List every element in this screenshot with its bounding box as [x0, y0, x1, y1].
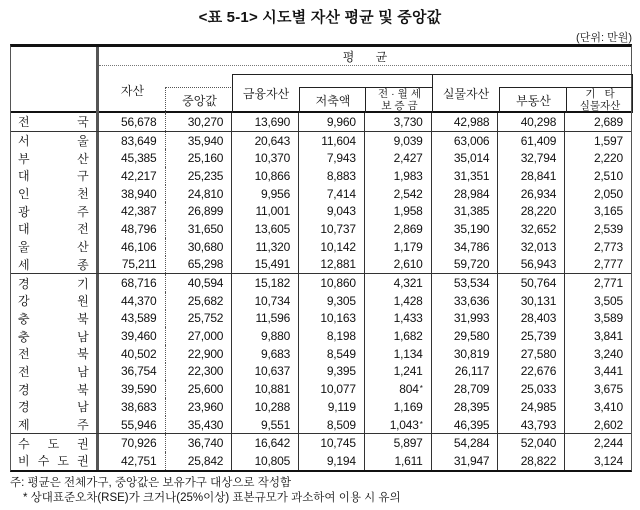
region-label: 전 남 — [11, 363, 99, 381]
header-rent-deposit-line1: 전·월세 — [378, 88, 424, 100]
region-label: 서 울 — [11, 132, 99, 150]
value-cell: 39,590 — [99, 380, 166, 398]
value-cell: 3,675 — [593, 382, 623, 397]
value-cell: 20,643 — [232, 132, 299, 150]
region-label: 강 원 — [11, 292, 99, 310]
region-label: 대 구 — [11, 167, 99, 185]
value-cell: 31,947 — [432, 452, 499, 470]
value-cell: 15,182 — [232, 274, 299, 292]
table-title: <표 5-1> 시도별 자산 평균 및 중앙값 — [198, 9, 442, 26]
footnotes — [10, 476, 401, 506]
value-cell: 28,822 — [498, 452, 565, 470]
header-rent-deposit-line2: 보 증 금 — [381, 99, 418, 112]
value-cell: 39,460 — [99, 327, 166, 345]
value-cell: 22,900 — [166, 345, 233, 363]
value-cell: 40,594 — [166, 274, 233, 292]
value-cell: 28,984 — [432, 185, 499, 203]
value-cell: 11,596 — [232, 310, 299, 328]
header-savings: 저축액 — [299, 87, 366, 113]
value-cell: 26,934 — [498, 185, 565, 203]
value-cell: 54,284 — [432, 434, 499, 452]
value-cell: 16,642 — [232, 434, 299, 452]
value-cell: 42,217 — [99, 167, 166, 185]
value-cell: 804 * — [365, 380, 432, 398]
value-cell: 24,985 — [498, 398, 565, 416]
value-cell: 3,841 — [593, 329, 623, 344]
value-cell: 1,428 — [365, 292, 432, 310]
value-cell: 31,351 — [432, 167, 499, 185]
value-cell: 83,649 — [99, 132, 166, 150]
value-cell: 30,680 — [166, 238, 233, 256]
value-cell: 40,502 — [99, 345, 166, 363]
region-label: 전 북 — [11, 345, 99, 363]
value-cell: 1,433 — [365, 310, 432, 328]
value-cell: 25,600 — [166, 380, 233, 398]
value-cell: 10,866 — [232, 167, 299, 185]
value-cell: 10,637 — [232, 363, 299, 381]
value-cell: 7,414 — [299, 185, 365, 203]
value-cell: 9,880 — [232, 327, 299, 345]
table-section — [11, 131, 631, 274]
value-cell: 30,131 — [498, 292, 565, 310]
value-cell: 9,551 — [232, 416, 299, 434]
region-label: 경 기 — [11, 274, 99, 292]
value-cell: 4,321 — [365, 274, 432, 292]
region-label: 경 북 — [11, 380, 99, 398]
value-cell: 35,190 — [432, 220, 499, 238]
statistics-table — [10, 44, 632, 472]
value-cell: 31,993 — [432, 310, 499, 328]
value-cell: 10,734 — [232, 292, 299, 310]
value-cell: 30,270 — [166, 113, 233, 131]
value-cell: 38,940 — [99, 185, 166, 203]
value-cell: 10,142 — [299, 238, 365, 256]
value-cell: 1,682 — [365, 327, 432, 345]
region-label: 인 천 — [11, 185, 99, 203]
table-row — [11, 132, 631, 150]
value-cell: 10,745 — [299, 434, 365, 452]
table-row — [11, 398, 631, 416]
region-label: 비 수 도 권 — [11, 452, 99, 470]
header-real-assets: 실물자산 — [442, 87, 490, 101]
value-cell: 75,211 — [99, 256, 166, 274]
header-asset: 자산 — [120, 83, 145, 98]
value-cell: 35,940 — [166, 132, 233, 150]
value-cell: 7,943 — [299, 149, 365, 167]
value-cell: 59,720 — [432, 256, 499, 274]
footnote-2: * 상대표준오차(RSE)가 크거나(25%이상) 표본규모가 과소하여 이용 시 유의 — [23, 492, 401, 504]
value-cell: 3,124 — [593, 453, 623, 468]
value-cell: 3,410 — [593, 399, 623, 414]
value-cell: 11,604 — [299, 132, 365, 150]
value-cell: 15,491 — [232, 256, 299, 274]
value-cell: 1,983 — [365, 167, 432, 185]
value-cell: 9,119 — [299, 398, 365, 416]
value-cell: 2,869 — [365, 220, 432, 238]
table-row — [11, 274, 631, 292]
table-row — [11, 452, 631, 470]
region-label: 부 산 — [11, 149, 99, 167]
value-cell: 13,690 — [232, 113, 299, 131]
table-section — [11, 113, 631, 131]
value-cell: 46,106 — [99, 238, 166, 256]
value-cell: 2,220 — [593, 151, 623, 166]
value-cell: 50,764 — [498, 274, 565, 292]
value-cell: 2,773 — [593, 239, 623, 254]
value-cell: 40,298 — [498, 113, 565, 131]
footnote-1: 주: 평균은 전체가구, 중앙값은 보유가구 대상으로 작성함 — [10, 477, 292, 489]
value-cell: 9,039 — [365, 132, 432, 150]
value-cell: 8,198 — [299, 327, 365, 345]
table-row — [11, 434, 631, 452]
value-cell: 2,602 — [593, 417, 623, 432]
table-row — [11, 363, 631, 381]
value-cell: 61,409 — [498, 132, 565, 150]
table-section — [11, 433, 631, 469]
table-row — [11, 310, 631, 328]
value-cell: 35,430 — [166, 416, 233, 434]
value-cell: 43,589 — [99, 310, 166, 328]
value-cell: 33,636 — [432, 292, 499, 310]
value-cell: 9,956 — [232, 185, 299, 203]
value-cell: 25,033 — [498, 380, 565, 398]
value-cell: 28,220 — [498, 202, 565, 220]
header-average-span: 평 균 — [99, 47, 631, 66]
header-real-estate: 부동산 — [499, 87, 567, 113]
value-cell: 2,539 — [593, 221, 623, 236]
value-cell: 9,960 — [299, 113, 365, 131]
region-label: 수 도 권 — [11, 434, 99, 452]
region-label: 광 주 — [11, 202, 99, 220]
value-cell: 10,805 — [232, 452, 299, 470]
table-row — [11, 167, 631, 185]
table-row — [11, 149, 631, 167]
table-row — [11, 416, 631, 434]
header-financial-assets: 금융자산 — [242, 87, 290, 101]
region-label: 충 남 — [11, 327, 99, 345]
value-cell: 28,709 — [432, 380, 499, 398]
value-cell: 25,739 — [498, 327, 565, 345]
value-cell: 3,730 — [365, 113, 432, 131]
header-other-line1: 기 타 — [585, 88, 618, 100]
value-cell: 32,013 — [498, 238, 565, 256]
value-cell: 2,689 — [593, 114, 623, 129]
value-cell: 10,288 — [232, 398, 299, 416]
table-row — [11, 380, 631, 398]
value-cell: 8,549 — [299, 345, 365, 363]
value-cell: 45,385 — [99, 149, 166, 167]
value-cell: 52,040 — [498, 434, 565, 452]
value-cell: 8,509 — [299, 416, 365, 434]
value-cell: 43,793 — [498, 416, 565, 434]
header-rent-deposit — [365, 87, 433, 113]
value-cell: 25,160 — [166, 149, 233, 167]
value-cell: 9,395 — [299, 363, 365, 381]
unit-note: (단위: 만원) — [576, 32, 632, 44]
table-row — [11, 220, 631, 238]
table-row — [11, 202, 631, 220]
value-cell: 35,014 — [432, 149, 499, 167]
value-cell: 10,370 — [232, 149, 299, 167]
value-cell: 38,683 — [99, 398, 166, 416]
value-cell: 65,298 — [166, 256, 233, 274]
value-cell: 2,427 — [365, 149, 432, 167]
value-cell: 28,841 — [498, 167, 565, 185]
value-cell: 42,387 — [99, 202, 166, 220]
value-cell: 2,777 — [593, 257, 623, 272]
value-cell: 2,244 — [593, 436, 623, 451]
value-cell: 63,006 — [432, 132, 499, 150]
value-cell: 32,794 — [498, 149, 565, 167]
value-cell: 31,385 — [432, 202, 499, 220]
value-cell: 1,611 — [365, 452, 432, 470]
value-cell: 42,988 — [432, 113, 499, 131]
value-cell: 2,771 — [593, 276, 623, 291]
value-cell: 1,169 — [365, 398, 432, 416]
value-cell: 10,163 — [299, 310, 365, 328]
table-body — [11, 113, 631, 470]
value-cell: 36,740 — [166, 434, 233, 452]
value-cell: 56,943 — [498, 256, 565, 274]
value-cell: 1,958 — [365, 202, 432, 220]
value-cell: 24,810 — [166, 185, 233, 203]
value-cell: 22,300 — [166, 363, 233, 381]
value-cell: 3,240 — [593, 346, 623, 361]
value-cell: 8,883 — [299, 167, 365, 185]
value-cell: 26,117 — [432, 363, 499, 381]
value-cell: 32,652 — [498, 220, 565, 238]
region-label: 울 산 — [11, 238, 99, 256]
region-label: 전 국 — [11, 113, 99, 131]
value-cell: 3,589 — [593, 311, 623, 326]
value-cell: 10,737 — [299, 220, 365, 238]
value-cell: 2,510 — [593, 168, 623, 183]
value-cell: 68,716 — [99, 274, 166, 292]
table-header — [11, 47, 631, 113]
header-other-line2: 실물자산 — [579, 99, 621, 112]
value-cell: 23,960 — [166, 398, 233, 416]
table-section — [11, 273, 631, 433]
table-row — [11, 327, 631, 345]
value-cell: 1,179 — [365, 238, 432, 256]
value-cell: 48,796 — [99, 220, 166, 238]
table-row — [11, 113, 631, 131]
value-cell: 1,597 — [593, 133, 623, 148]
value-cell: 1,241 — [365, 363, 432, 381]
region-label: 충 북 — [11, 310, 99, 328]
value-cell: 53,534 — [432, 274, 499, 292]
value-cell: 30,819 — [432, 345, 499, 363]
value-cell: 12,881 — [299, 256, 365, 274]
value-cell: 28,395 — [432, 398, 499, 416]
table-row — [11, 292, 631, 310]
region-label: 세 종 — [11, 256, 99, 274]
value-cell: 9,194 — [299, 452, 365, 470]
value-cell: 1,134 — [365, 345, 432, 363]
value-cell: 55,946 — [99, 416, 166, 434]
value-cell: 25,752 — [166, 310, 233, 328]
value-cell: 44,370 — [99, 292, 166, 310]
value-cell: 11,001 — [232, 202, 299, 220]
value-cell: 2,610 — [365, 256, 432, 274]
region-label: 경 남 — [11, 398, 99, 416]
value-cell: 10,860 — [299, 274, 365, 292]
value-cell: 26,899 — [166, 202, 233, 220]
value-cell: 46,395 — [432, 416, 499, 434]
table-row — [11, 256, 631, 274]
value-cell: 27,000 — [166, 327, 233, 345]
value-cell: 27,580 — [498, 345, 565, 363]
value-cell: 70,926 — [99, 434, 166, 452]
value-cell: 3,505 — [593, 293, 623, 308]
table-row — [11, 185, 631, 203]
value-cell: 34,786 — [432, 238, 499, 256]
value-cell: 13,605 — [232, 220, 299, 238]
value-cell: 1,043 * — [365, 416, 432, 434]
value-cell: 25,842 — [166, 452, 233, 470]
value-cell: 11,320 — [232, 238, 299, 256]
value-cell: 3,165 — [593, 204, 623, 219]
region-label: 제 주 — [11, 416, 99, 434]
value-cell: 9,043 — [299, 202, 365, 220]
region-label: 대 전 — [11, 220, 99, 238]
table-row — [11, 238, 631, 256]
value-cell: 10,077 — [299, 380, 365, 398]
value-cell: 28,403 — [498, 310, 565, 328]
value-cell: 9,683 — [232, 345, 299, 363]
header-other-real-assets — [566, 87, 633, 113]
value-cell: 42,751 — [99, 452, 166, 470]
value-cell: 56,678 — [99, 113, 166, 131]
value-cell: 22,676 — [498, 363, 565, 381]
value-cell: 5,897 — [365, 434, 432, 452]
value-cell: 31,650 — [166, 220, 233, 238]
value-cell: 2,050 — [593, 186, 623, 201]
value-cell: 3,441 — [593, 364, 623, 379]
header-median: 중앙값 — [165, 87, 233, 113]
value-cell: 9,305 — [299, 292, 365, 310]
value-cell: 10,881 — [232, 380, 299, 398]
value-cell: 29,580 — [432, 327, 499, 345]
value-cell: 2,542 — [365, 185, 432, 203]
value-cell: 36,754 — [99, 363, 166, 381]
value-cell: 25,235 — [166, 167, 233, 185]
value-cell: 25,682 — [166, 292, 233, 310]
table-row — [11, 345, 631, 363]
